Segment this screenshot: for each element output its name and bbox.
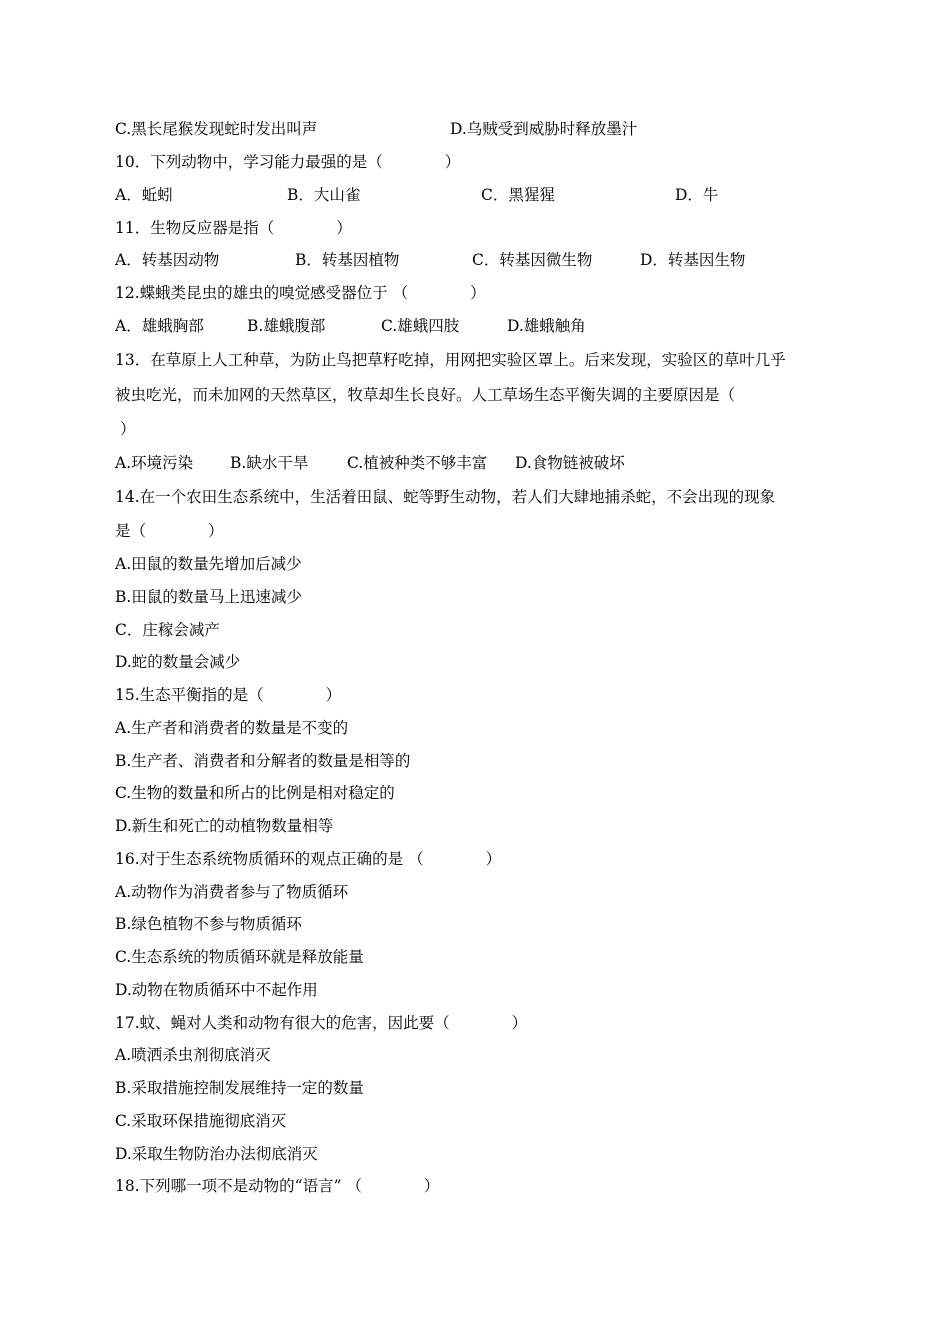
option-a: A.动物作为消费者参与了物质循环 [115, 883, 349, 901]
option-c: C.生态系统的物质循环就是释放能量 [115, 948, 364, 966]
question-10: 10．下列动物中，学习能力最强的是（ ） [115, 153, 461, 171]
option-d: D.采取生物防治办法彻底消灭 [115, 1145, 318, 1163]
option-b: B.绿色植物不参与物质循环 [115, 915, 302, 933]
option-a: A.喷洒杀虫剂彻底消灭 [115, 1046, 271, 1064]
option-a: A.生产者和消费者的数量是不变的 [115, 719, 349, 737]
option-a: A.环境污染 [115, 454, 194, 472]
option-a: A.田鼠的数量先增加后减少 [115, 555, 302, 573]
option-b: B.生产者、消费者和分解者的数量是相等的 [115, 752, 411, 770]
question-12: 12.蝶蛾类昆虫的雄虫的嗅觉感受器位于 （ ） [115, 284, 486, 302]
question-13: 13．在草原上人工种草，为防止鸟把草籽吃掉，用网把实验区罩上。后来发现，实验区的草叶几乎 [115, 351, 786, 369]
option-c: C.黑长尾猴发现蛇时发出叫声 [115, 120, 318, 138]
option-d: D.蛇的数量会减少 [115, 653, 241, 671]
question-18: 18.下列哪一项不是动物的“语言” （ ） [115, 1177, 440, 1195]
question-14-cont: 是（ ） [115, 522, 224, 540]
option-d: D.食物链被破坏 [515, 454, 625, 472]
option-b: B.雄蛾腹部 [247, 317, 326, 335]
option-b: B.田鼠的数量马上迅速减少 [115, 588, 302, 606]
option-d: D．转基因生物 [640, 251, 746, 269]
option-d: D.新生和死亡的动植物数量相等 [115, 817, 334, 835]
option-c: C.生物的数量和所占的比例是相对稳定的 [115, 784, 395, 802]
question-14: 14.在一个农田生态系统中，生活着田鼠、蛇等野生动物，若人们大肆地捕杀蛇，不会出现的现象 [115, 488, 776, 506]
question-16: 16.对于生态系统物质循环的观点正确的是 （ ） [115, 850, 502, 868]
option-c: C.植被种类不够丰富 [347, 454, 488, 472]
option-c: C．庄稼会减产 [115, 621, 220, 639]
option-b: B.缺水干旱 [230, 454, 309, 472]
option-d: D．牛 [675, 186, 719, 204]
option-b: B．转基因植物 [295, 251, 400, 269]
question-13-cont: 被虫吃光，而未加网的天然草区，牧草却生长良好。人工草场生态平衡失调的主要原因是（ [115, 386, 736, 404]
question-17: 17.蚊、蝇对人类和动物有很大的危害，因此要（ ） [115, 1014, 528, 1032]
option-c: C．黑猩猩 [481, 186, 555, 204]
question-13-paren: ） [120, 420, 136, 438]
option-a: A．雄蛾胸部 [115, 317, 204, 335]
question-11: 11．生物反应器是指（ ） [115, 219, 352, 237]
question-15: 15.生态平衡指的是（ ） [115, 686, 342, 704]
option-d: D.雄蛾触角 [507, 317, 586, 335]
option-c: C.雄蛾四肢 [381, 317, 460, 335]
option-b: B.采取措施控制发展维持一定的数量 [115, 1079, 364, 1097]
option-a: A．转基因动物 [115, 251, 220, 269]
option-d: D.乌贼受到威胁时释放墨汁 [450, 120, 638, 138]
option-a: A．蚯蚓 [115, 186, 173, 204]
option-b: B．大山雀 [287, 186, 361, 204]
option-d: D.动物在物质循环中不起作用 [115, 981, 318, 999]
option-c: C．转基因微生物 [472, 251, 593, 269]
option-c: C.采取环保措施彻底消灭 [115, 1112, 287, 1130]
